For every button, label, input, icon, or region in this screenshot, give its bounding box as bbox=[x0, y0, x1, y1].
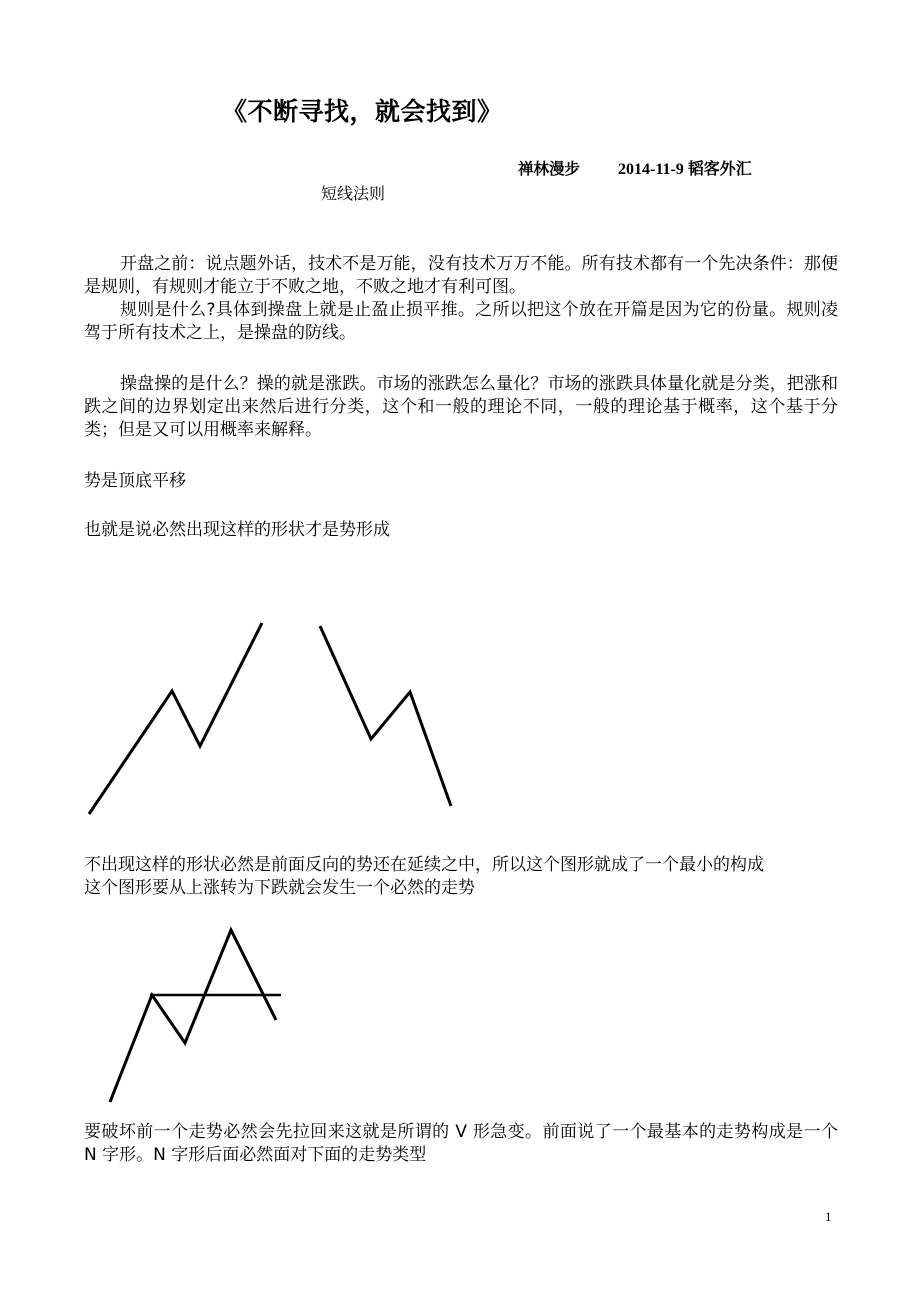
page-number: 1 bbox=[825, 1209, 832, 1224]
paragraph-intro: 开盘之前：说点题外话，技术不是万能，没有技术万万不能。所有技术都有一个先决条件：那便是规则，有规则才能立于不败之地，不败之地才有利可图。 bbox=[84, 254, 838, 297]
explanation-line-1: 不出现这样的形状必然是前面反向的势还在延续之中，所以这个图形就成了一个最小的构成 bbox=[84, 855, 764, 875]
explanation-line-2: 这个图形要从上涨转为下跌就会发生一个必然的走势 bbox=[84, 878, 475, 898]
paragraph-shape-intro: 也就是说必然出现这样的形状才是势形成 bbox=[84, 520, 390, 540]
upward-n-shape bbox=[89, 623, 262, 814]
paragraph-trading: 操盘操的是什么？操的就是涨跌。市场的涨跌怎么量化？市场的涨跌具体量化就是分类，把涨和跌之间的边界划定出来然后进行分类，这个和一般的理论不同，一般的理论基于概率，这个基于分类；但是又可以用概率来解释。 bbox=[84, 374, 838, 440]
paragraph-v-reversal: 要破坏前一个走势必然会先拉回来这就是所谓的 V 形急变。前面说了一个最基本的走势构成是一个 N 字形。N 字形后面必然面对下面的走势类型 bbox=[84, 1122, 838, 1165]
section-subtitle: 短线法则 bbox=[321, 184, 386, 203]
date-source: 2014-11-9 韬客外汇 bbox=[618, 161, 752, 178]
v-reversal-shape bbox=[110, 930, 276, 1102]
author-name: 禅林漫步 bbox=[518, 160, 581, 178]
document-title: 《不断寻找，就会找到》 bbox=[222, 97, 503, 126]
downward-n-shape bbox=[320, 626, 451, 806]
paragraph-rules: 规则是什么?具体到操盘上就是止盈止损平推。之所以把这个放在开篇是因为它的份量。规则凌驾于所有技术之上，是操盘的防线。 bbox=[84, 300, 838, 343]
paragraph-trend-definition: 势是顶底平移 bbox=[84, 471, 186, 491]
paragraph-shape-explanation bbox=[84, 854, 838, 900]
